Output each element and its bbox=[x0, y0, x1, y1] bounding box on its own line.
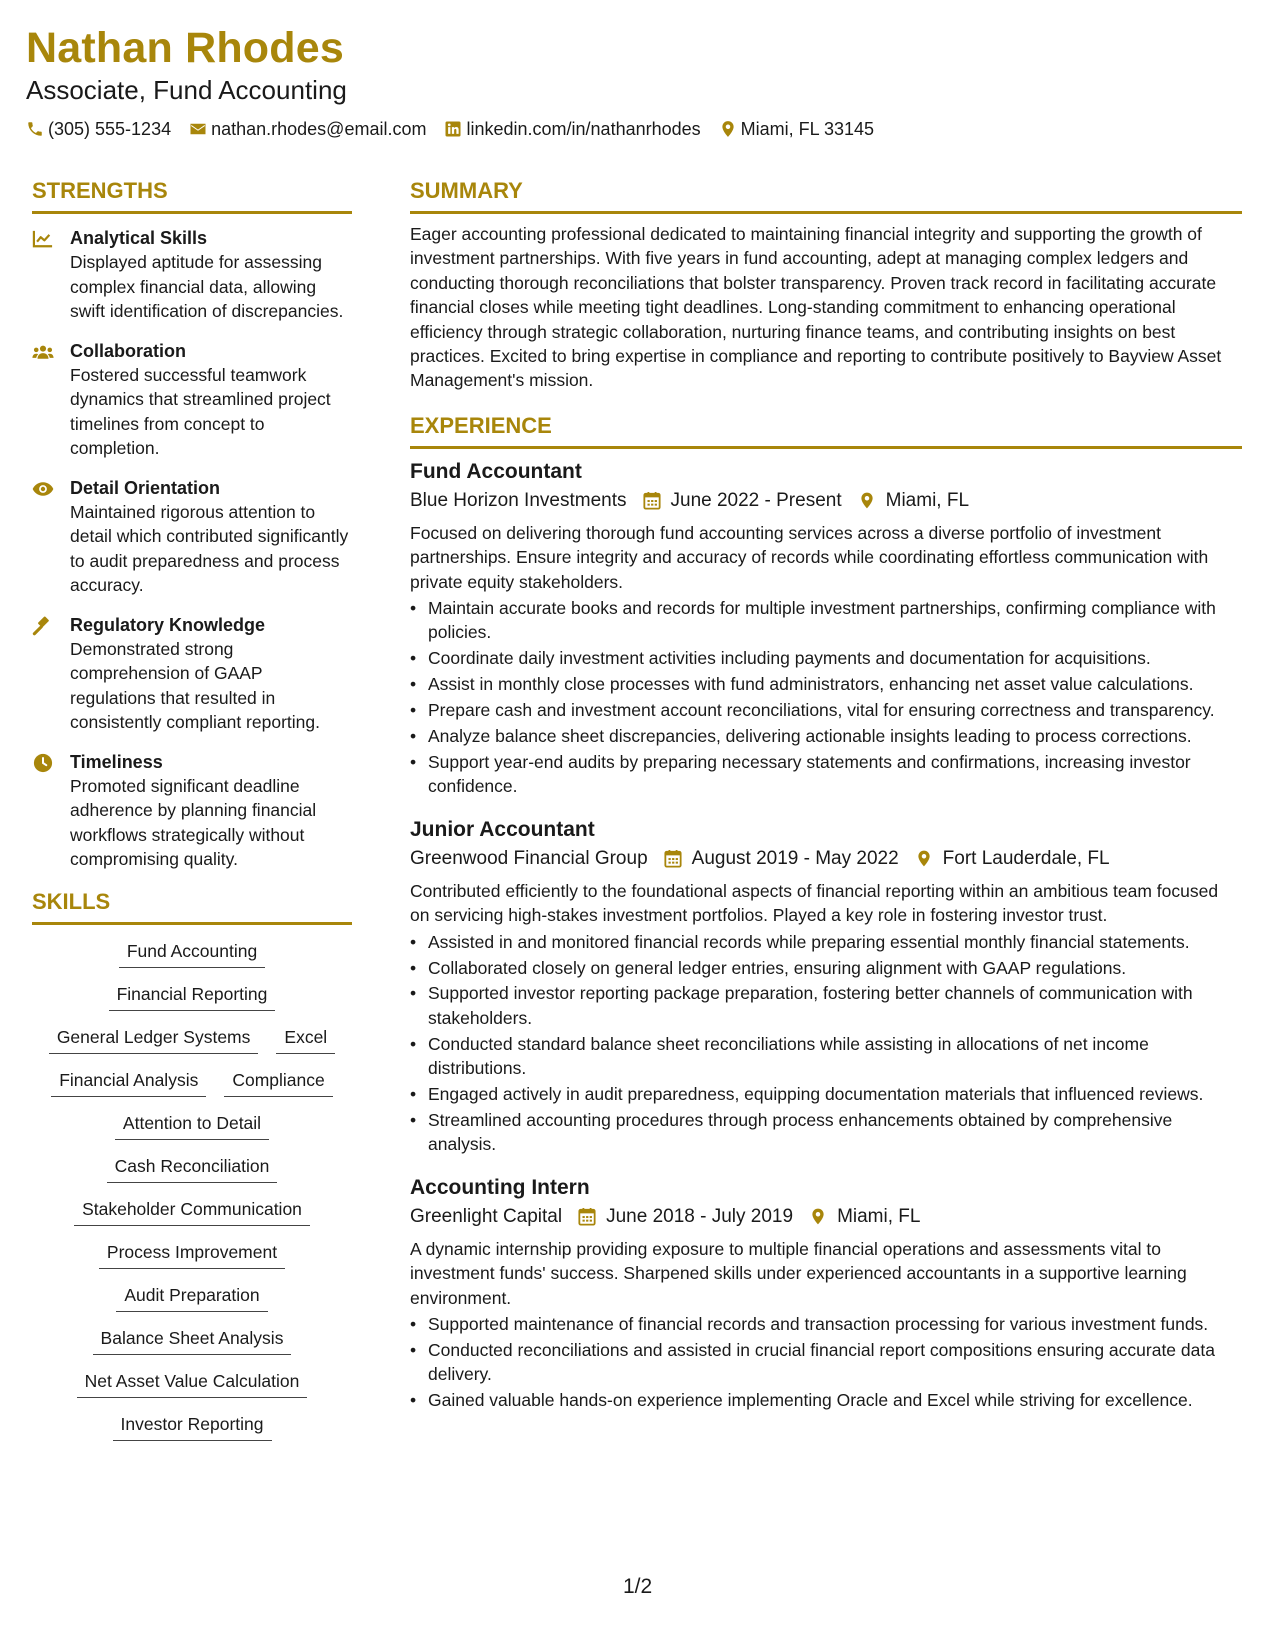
skill-tag: Cash Reconciliation bbox=[107, 1154, 278, 1183]
job-location: Fort Lauderdale, FL bbox=[942, 847, 1110, 869]
strength-description: Promoted significant deadline adherence by planning financial workflows strategically without compromising quality. bbox=[70, 775, 317, 869]
map-pin-icon bbox=[719, 120, 737, 138]
strength-item bbox=[32, 750, 352, 872]
list-item: • Assist in monthly close processes with fund administrators, enhancing net asset value calculations. bbox=[410, 672, 1242, 696]
skill-tag: General Ledger Systems bbox=[49, 1025, 259, 1054]
strength-item bbox=[32, 476, 352, 598]
strength-description: Maintained rigorous attention to detail which contributed significantly to audit preparedness and process accuracy. bbox=[70, 501, 349, 595]
list-item: • Conducted reconciliations and assisted in crucial financial report compositions ensuring accurate data delivery. bbox=[410, 1338, 1242, 1387]
job-bullets bbox=[410, 596, 1242, 799]
strength-description: Fostered successful teamwork dynamics that streamlined project timelines from concept to completion. bbox=[70, 364, 331, 458]
job-title: Fund Accountant bbox=[410, 459, 582, 483]
list-item: • Maintain accurate books and records for multiple investment partnerships, confirming compliance with policies. bbox=[410, 596, 1242, 645]
skill-tag: Balance Sheet Analysis bbox=[93, 1326, 292, 1355]
summary-text: Eager accounting professional dedicated to maintaining financial integrity and supporting the growth of investment partnerships. With five years in fund accounting, adept at managing complex ledgers and conducting thorough reconciliations that bolster transparency. Proven track record in facilitating accurate financial closes while meeting tight deadlines. Long-standing commitment to enhancing operational efficiency through strategic collaboration, nurturing finance teams, and contributing insights on best practices. Excited to bring expertise in compliance and reporting to contribute positively to Bayview Asset Management's mission. bbox=[410, 224, 1222, 391]
skill-tag: Investor Reporting bbox=[113, 1412, 272, 1441]
users-icon bbox=[32, 342, 54, 362]
skills-list bbox=[32, 939, 352, 1455]
map-pin-icon bbox=[858, 491, 876, 510]
list-item: • Supported maintenance of financial records and transaction processing for various investment funds. bbox=[410, 1312, 1242, 1336]
strength-description: Demonstrated strong comprehension of GAAP regulations that resulted in consistently compliant reporting. bbox=[70, 638, 320, 732]
strength-title: Timeliness bbox=[70, 751, 163, 772]
contact-location-text: Miami, FL 33145 bbox=[740, 119, 875, 139]
calendar-icon bbox=[578, 1207, 596, 1226]
job-description: Contributed efficiently to the foundational aspects of financial reporting within an ambitious team focused on servicing high-stakes investment portfolios. Played a key role in fostering investor trust. bbox=[410, 880, 1219, 926]
strength-item bbox=[32, 613, 352, 735]
eye-icon bbox=[32, 479, 54, 499]
skill-tag: Audit Preparation bbox=[116, 1283, 267, 1312]
job-company: Blue Horizon Investments bbox=[410, 489, 627, 511]
job-dates: June 2022 - Present bbox=[670, 489, 842, 511]
skills-heading: SKILLS bbox=[32, 887, 352, 925]
job-entry bbox=[410, 457, 1242, 799]
list-item: • Gained valuable hands-on experience implementing Oracle and Excel while striving for excellence. bbox=[410, 1388, 1242, 1412]
phone-icon bbox=[26, 120, 44, 138]
calendar-icon bbox=[664, 849, 682, 868]
strengths-heading: STRENGTHS bbox=[32, 176, 352, 214]
job-description: Focused on delivering thorough fund accounting services across a diverse portfolio of investment partnerships. Ensure integrity and accuracy of records while coordinating effortless communication with private equity stakeholders. bbox=[410, 522, 1209, 592]
job-title: Junior Accountant bbox=[410, 817, 595, 841]
skill-tag: Attention to Detail bbox=[115, 1111, 269, 1140]
list-item: • Conducted standard balance sheet reconciliations while assisting in allocations of net income distributions. bbox=[410, 1032, 1242, 1081]
job-description: A dynamic internship providing exposure to multiple financial operations and assessments vital to investment funds' success. Sharpened skills under experienced accountants in a supportive learning environment. bbox=[410, 1238, 1187, 1308]
candidate-role: Associate, Fund Accounting bbox=[26, 75, 347, 105]
skill-tag: Stakeholder Communication bbox=[74, 1197, 310, 1226]
list-item: • Coordinate daily investment activities including payments and documentation for acquisitions. bbox=[410, 646, 1242, 670]
list-item: • Support year-end audits by preparing necessary statements and confirmations, increasing investor confidence. bbox=[410, 750, 1242, 799]
job-meta bbox=[410, 487, 1242, 515]
skill-tag: Excel bbox=[276, 1025, 335, 1054]
job-bullets bbox=[410, 1312, 1242, 1413]
list-item: • Collaborated closely on general ledger entries, ensuring alignment with GAAP regulations. bbox=[410, 956, 1242, 980]
skill-tag: Fund Accounting bbox=[119, 939, 265, 968]
job-dates: June 2018 - July 2019 bbox=[606, 1205, 794, 1227]
envelope-icon bbox=[189, 120, 207, 138]
job-dates: August 2019 - May 2022 bbox=[691, 847, 899, 869]
strength-description: Displayed aptitude for assessing complex financial data, allowing swift identification of discrepancies. bbox=[70, 252, 344, 321]
strength-item bbox=[32, 339, 352, 461]
strength-title: Regulatory Knowledge bbox=[70, 614, 266, 635]
job-company: Greenwood Financial Group bbox=[410, 847, 648, 869]
strength-title: Detail Orientation bbox=[70, 477, 221, 498]
strengths-list bbox=[32, 226, 352, 872]
list-item: • Streamlined accounting procedures through process enhancements obtained by comprehensive analysis. bbox=[410, 1108, 1242, 1157]
job-meta bbox=[410, 845, 1242, 873]
job-location: Miami, FL bbox=[885, 489, 970, 511]
page-indicator: 1/2 bbox=[623, 1575, 653, 1598]
contact-bar bbox=[26, 117, 1246, 141]
job-meta bbox=[410, 1203, 1242, 1231]
calendar-icon bbox=[643, 491, 661, 510]
contact-linkedin[interactable] bbox=[444, 117, 700, 141]
strength-title: Analytical Skills bbox=[70, 228, 208, 248]
contact-phone-text: (305) 555-1234 bbox=[48, 119, 172, 139]
right-column bbox=[410, 176, 1242, 1414]
list-item: • Assisted in and monitored financial records while preparing essential monthly financial statements. bbox=[410, 930, 1242, 954]
list-item: • Prepare cash and investment account reconciliations, vital for ensuring correctness and transparency. bbox=[410, 698, 1242, 722]
experience-heading: EXPERIENCE bbox=[410, 411, 1242, 449]
list-item: • Analyze balance sheet discrepancies, delivering actionable insights leading to process corrections. bbox=[410, 724, 1242, 748]
resume-header bbox=[26, 22, 1246, 141]
summary-heading: SUMMARY bbox=[410, 176, 1242, 214]
job-company: Greenlight Capital bbox=[410, 1205, 563, 1227]
skill-tag: Process Improvement bbox=[99, 1240, 285, 1269]
clock-icon bbox=[32, 753, 54, 773]
contact-location bbox=[719, 117, 874, 141]
map-pin-icon bbox=[915, 849, 933, 868]
list-item: • Supported investor reporting package preparation, fostering better channels of communication with stakeholders. bbox=[410, 981, 1242, 1030]
skill-tag: Compliance bbox=[224, 1068, 332, 1097]
job-title: Accounting Intern bbox=[410, 1175, 590, 1199]
contact-phone[interactable] bbox=[26, 117, 171, 141]
candidate-name: Nathan Rhodes bbox=[26, 24, 344, 72]
contact-email[interactable] bbox=[189, 117, 426, 141]
linkedin-icon bbox=[444, 120, 462, 138]
skill-tag: Financial Reporting bbox=[109, 982, 276, 1011]
contact-email-text: nathan.rhodes@email.com bbox=[211, 119, 427, 139]
contact-linkedin-text: linkedin.com/in/nathanrhodes bbox=[466, 119, 701, 139]
strength-title: Collaboration bbox=[70, 340, 186, 361]
job-location: Miami, FL bbox=[837, 1205, 921, 1227]
chart-line-icon bbox=[32, 229, 54, 249]
map-pin-icon bbox=[809, 1207, 827, 1226]
skill-tag: Net Asset Value Calculation bbox=[77, 1369, 308, 1398]
skill-tag: Financial Analysis bbox=[51, 1068, 206, 1097]
job-entry bbox=[410, 1173, 1242, 1413]
job-bullets bbox=[410, 930, 1242, 1157]
left-column bbox=[32, 176, 352, 1455]
gavel-icon bbox=[32, 616, 54, 636]
job-entry bbox=[410, 815, 1242, 1157]
list-item: • Engaged actively in audit preparedness, equipping documentation materials that influenced reviews. bbox=[410, 1082, 1242, 1106]
strength-item bbox=[32, 226, 352, 324]
